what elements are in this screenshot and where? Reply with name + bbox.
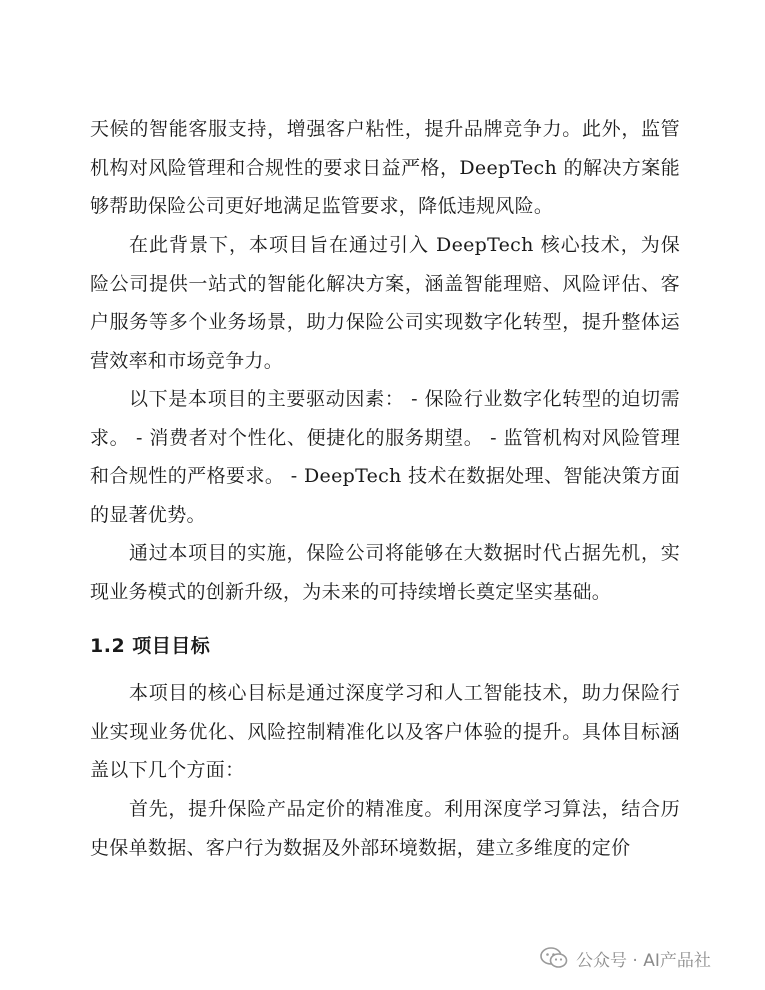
paragraph-continuation: 天候的智能客服支持，增强客户粘性，提升品牌竞争力。此外，监管机构对风险管理和合规性的要求日益严格，DeepTech 的解决方案能够帮助保险公司更好地满足监管要求，降低违规风险。 (90, 118, 680, 217)
paragraph-goal-intro: 本项目的核心目标是通过深度学习和人工智能技术，助力保险行业实现业务优化、风险控制精准化以及客户体验的提升。具体目标涵盖以下几个方面： (90, 682, 680, 781)
paragraph-conclusion: 通过本项目的实施，保险公司将能够在大数据时代占据先机，实现业务模式的创新升级，为未来的可持续增长奠定坚实基础。 (90, 542, 680, 603)
section-heading: 1.2 项目目标 (90, 635, 211, 657)
paragraph-drivers: 以下是本项目的主要驱动因素： - 保险行业数字化转型的迫切需求。 - 消费者对个性化、便捷化的服务期望。 - 监管机构对风险管理和合规性的严格要求。 - DeepTech 技术在数据处理、智能决策方面的显著优势。 (90, 388, 680, 526)
watermark-text: 公众号 · AI产品社 (576, 950, 711, 971)
wechat-icon (540, 947, 568, 969)
paragraph-background: 在此背景下，本项目旨在通过引入 DeepTech 核心技术，为保险公司提供一站式的智能化解决方案，涵盖智能理赔、风险评估、客户服务等多个业务场景，助力保险公司实现数字化转型，提升整体运营效率和市场竞争力。 (90, 234, 680, 372)
paragraph-goal-first: 首先，提升保险产品定价的精准度。利用深度学习算法，结合历史保单数据、客户行为数据及外部环境数据，建立多维度的定价 (90, 798, 680, 859)
watermark (540, 943, 711, 973)
